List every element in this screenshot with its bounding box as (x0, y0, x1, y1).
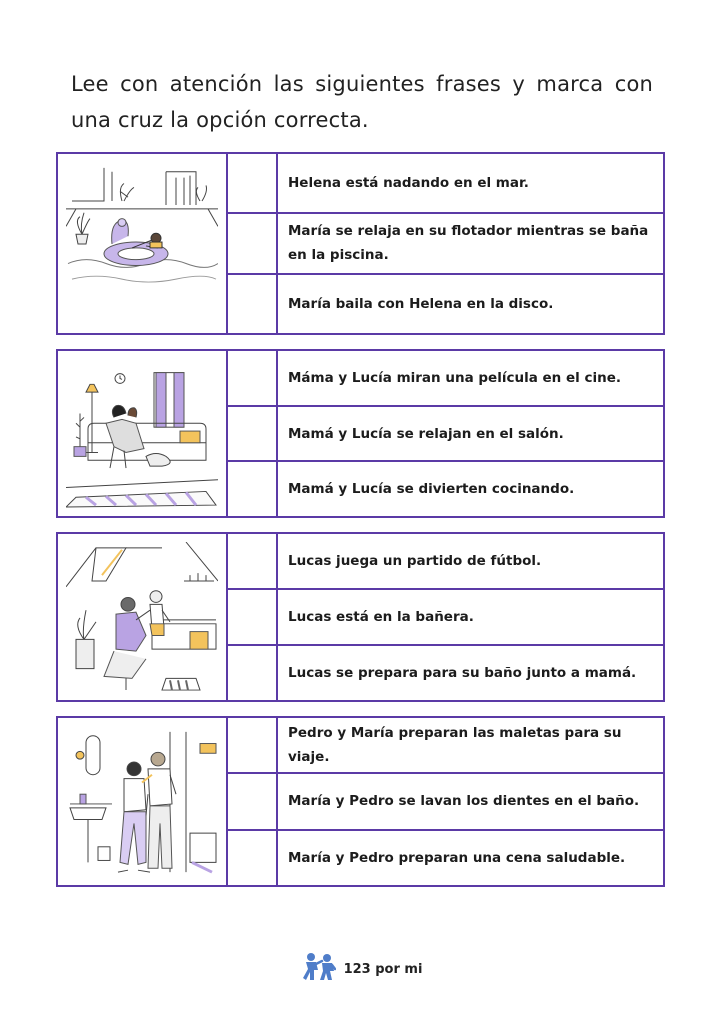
option-text: María baila con Helena en la disco. (288, 295, 554, 312)
exercise-group-3 (56, 532, 665, 702)
bathroom-sink-illustration (58, 718, 228, 885)
living-room-illustration (58, 351, 228, 516)
option-text: María y Pedro se lavan los dientes en el baño. (288, 793, 640, 810)
option-text: Lucas se prepara para su baño junto a mamá. (288, 665, 637, 681)
option-row (228, 772, 663, 828)
option-row (228, 154, 663, 212)
option-row (228, 405, 663, 461)
option-row (228, 460, 663, 516)
answer-checkbox[interactable] (228, 407, 278, 461)
exercise-group-1 (56, 152, 665, 335)
option-text: Mamá y Lucía se relajan en el salón. (288, 425, 564, 442)
exercise-group-2 (56, 349, 665, 518)
option-text: Pedro y María preparan las maletas para su viaje. (288, 725, 622, 766)
option-text: Máma y Lucía miran una película en el cine. (288, 369, 621, 386)
answer-checkbox[interactable] (228, 351, 278, 405)
option-row (228, 273, 663, 333)
answer-checkbox[interactable] (228, 831, 278, 885)
option-text: Lucas juega un partido de fútbol. (288, 553, 542, 569)
footer (0, 952, 724, 986)
answer-checkbox[interactable] (228, 214, 278, 272)
exercise-group-4 (56, 716, 665, 887)
footer-brand-text: 123 por mi (343, 961, 423, 977)
option-row (228, 588, 663, 644)
bathroom-bathtub-illustration (58, 534, 228, 700)
option-row (228, 212, 663, 272)
answer-checkbox[interactable] (228, 590, 278, 644)
answer-checkbox[interactable] (228, 462, 278, 516)
option-text: Mamá y Lucía se divierten cocinando. (288, 481, 575, 498)
answer-checkbox[interactable] (228, 718, 278, 772)
kids-logo-icon (302, 952, 336, 986)
answer-checkbox[interactable] (228, 154, 278, 212)
option-text: María y Pedro preparan una cena saludable. (288, 849, 626, 866)
answer-checkbox[interactable] (228, 534, 278, 588)
option-row (228, 534, 663, 588)
answer-checkbox[interactable] (228, 774, 278, 828)
option-row (228, 644, 663, 700)
option-text: María se relaja en su flotador mientras se baña en la piscina. (288, 223, 649, 264)
option-text: Lucas está en la bañera. (288, 609, 474, 625)
option-row (228, 829, 663, 885)
option-row (228, 718, 663, 772)
pool-scene-illustration (58, 154, 228, 333)
answer-checkbox[interactable] (228, 646, 278, 700)
answer-checkbox[interactable] (228, 275, 278, 333)
option-row (228, 351, 663, 405)
option-text: Helena está nadando en el mar. (288, 175, 529, 192)
instructions-text: Lee con atención las siguientes frases y marca con una cruz la opción correcta. (71, 72, 653, 132)
